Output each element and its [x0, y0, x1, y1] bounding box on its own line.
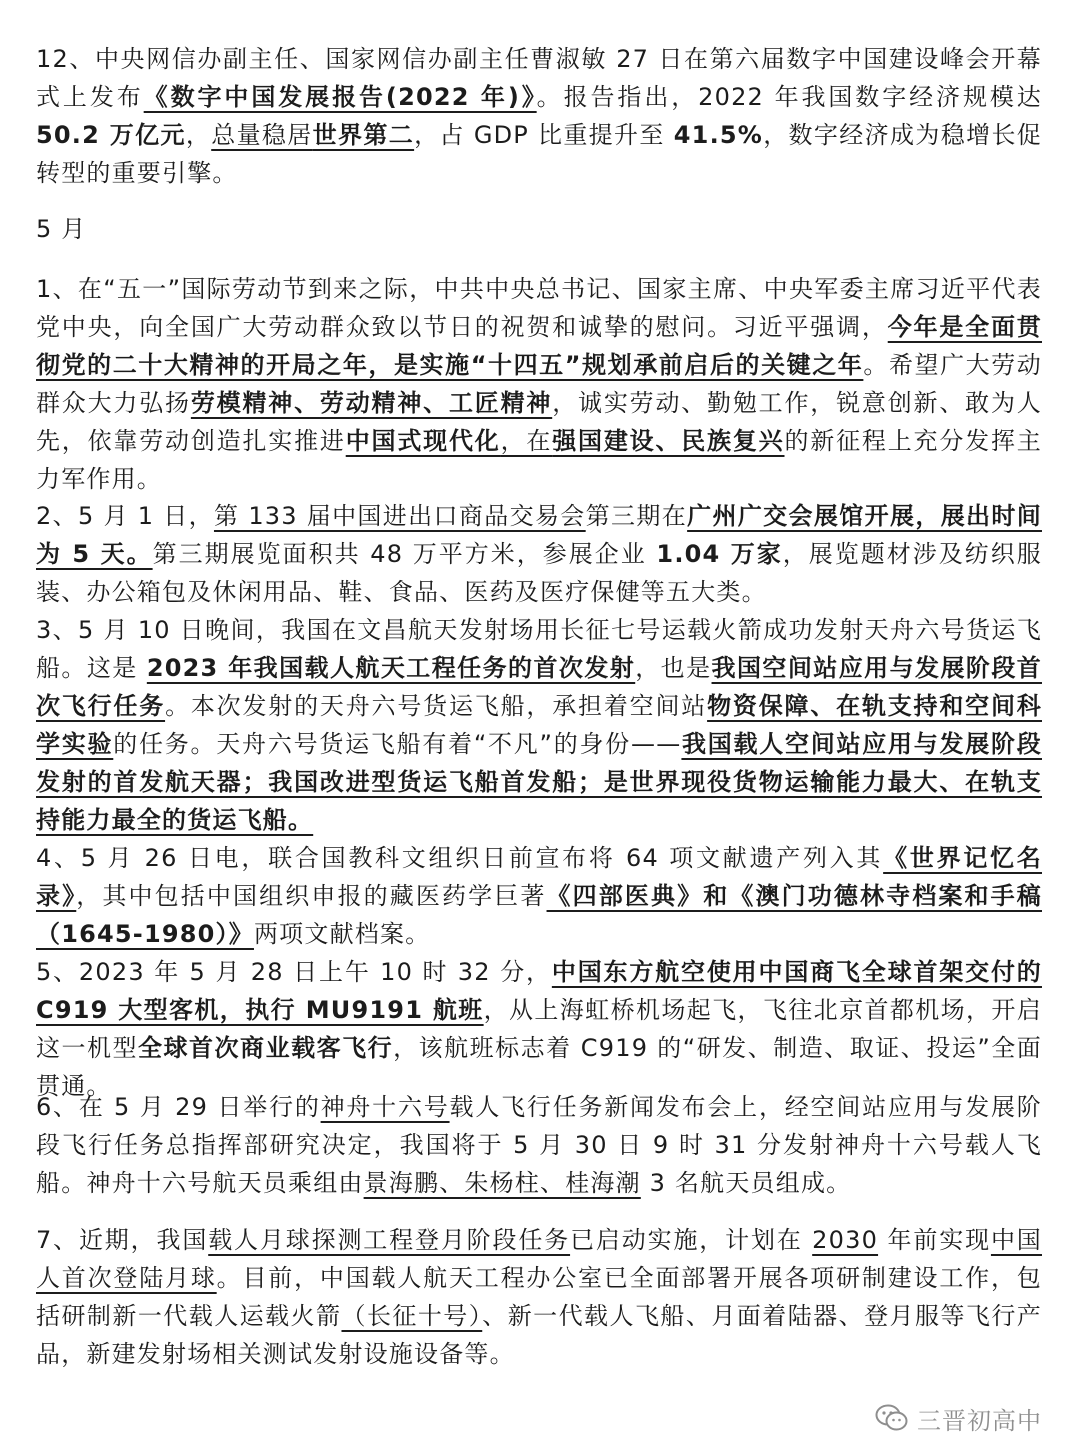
text-segment: 今年是全面贯彻党的二十大精神的开局之年，是实施“十四五”规划承前启后的关键之年	[36, 313, 1042, 379]
text-segment: 《世界记忆名录》	[36, 844, 1042, 910]
text-segment: ，也是	[635, 654, 712, 682]
text-segment: 7、近期，我国	[36, 1226, 209, 1254]
text-segment: ，从上海虹桥机场起飞，飞往北京首都机场，开启这一机型	[36, 996, 1042, 1062]
text-segment: 2023 年我国载人航天工程任务的首次发射	[146, 654, 636, 682]
text-segment: 3、5 月 10 日晚间，我国在文昌航天发射场用长征七号运载火箭成功发射天舟六号货运飞船。这是	[36, 616, 1042, 682]
news-item-p12	[36, 40, 1042, 192]
text-segment: 。希望广大劳动群众大力弘扬	[36, 351, 1042, 417]
text-segment: 我国载人空间站应用与发展阶段发射的首发航天器；我国改进型货运飞船首发船；是世界现役货物运输能力最大、在轨支持能力最全的货运飞船。	[36, 730, 1042, 834]
text-segment: 载人飞行任务新闻发布会上，经空间站应用与发展阶段飞行任务总指挥部研究决定，我国将于 5 月 30 日 9 时 31 分发射神舟十六号载人飞船。神舟十六号航天员乘组由	[36, 1093, 1043, 1197]
text-segment: 。目前，中国载人航天工程办公室已全面部署开展各项研制建设工作，包括研制新一代载人运载火箭	[36, 1264, 1042, 1330]
text-segment: ，展览题材涉及纺织服装、办公箱包及休闲用品、鞋、食品、医药及医疗保健等五大类。	[36, 540, 1042, 606]
text-segment: 5、2023 年 5 月 28 日上午 10 时 32 分，	[36, 958, 552, 986]
text-segment: 神舟十六号	[320, 1093, 450, 1121]
text-segment: 的新征程上充分发挥主力军作用。	[36, 427, 1042, 493]
text-segment: 6、在 5 月 29 日举行的	[36, 1093, 321, 1121]
news-item-p2	[36, 497, 1042, 611]
text-segment: （长征十号）	[341, 1302, 483, 1330]
text-segment: 2030	[812, 1226, 879, 1254]
text-segment: 《数字中国发展报告(2022 年)》	[143, 83, 537, 111]
text-segment: 我国空间站应用与发展阶段首次飞行任务	[36, 654, 1042, 720]
text-segment: 。报告指出，2022 年我国数字经济规模达	[536, 83, 1042, 111]
text-segment: 41.5%	[673, 121, 764, 149]
text-segment: 总量稳居	[211, 121, 313, 149]
text-segment: 广州广交会展馆开展，展出时间为 5 天。	[36, 502, 1042, 568]
text-segment: 50.2 万亿元	[36, 121, 186, 149]
text-segment: 景海鹏、朱杨柱、桂海潮	[363, 1169, 641, 1197]
text-segment: 。本次发射的天舟六号货运飞船，承担着空间站	[165, 692, 708, 720]
text-segment: 的任务。天舟六号货运飞船有着“不凡”的身份——	[113, 730, 682, 758]
text-segment: 中国式现代化	[345, 427, 501, 455]
text-segment: 第 133 届中国进出口商品交易会	[213, 502, 586, 530]
news-item-p3	[36, 611, 1042, 839]
section-heading-may	[36, 210, 1042, 248]
text-segment: ，数字经济成为稳增长促转型的重要引擎。	[36, 121, 1043, 187]
text-segment: 世界第二	[312, 121, 415, 149]
text-segment: 两项文献档案。	[253, 920, 431, 948]
news-item-p4	[36, 839, 1042, 953]
text-segment: ，占 GDP 比重提升至	[414, 121, 674, 149]
text-segment: 载人月球探测工程登月阶段任务	[208, 1226, 571, 1254]
text-segment: 3 名航天员组成。	[640, 1169, 852, 1197]
text-segment: 中国人首次登陆月球	[36, 1226, 1042, 1292]
news-item-p1	[36, 270, 1042, 498]
text-segment: 《四部医典》和《澳门功德林寺档案和手稿（1645-1980）》	[36, 882, 1042, 948]
text-segment: 12、中央网信办副主任、国家网信办副主任曹淑敏 27 日在第六届数字中国建设峰会开幕式上发布	[36, 45, 1042, 111]
text-segment: ，	[185, 121, 212, 149]
text-segment: 劳模精神、劳动精神、工匠精神	[190, 389, 553, 417]
text-segment: ，该航班标志着 C919 的“研发、制造、取证、投运”全面贯通。	[36, 1034, 1042, 1100]
text-segment: 物资保障、在轨支持和空间科学实验	[36, 692, 1042, 758]
wechat-icon	[875, 1403, 909, 1433]
text-segment: ，在	[500, 427, 553, 455]
text-segment: 中国东方航空使用中国商飞全球首架交付的 C919 大型客机，执行 MU9191 航班	[36, 958, 1042, 1024]
news-item-p7	[36, 1221, 1042, 1373]
text-segment: ，其中包括中国组织申报的藏医药学巨著	[76, 882, 547, 910]
text-segment: 已启动实施，计划在	[570, 1226, 813, 1254]
watermark	[875, 1400, 1042, 1436]
text-segment: 4、5 月 26 日电，联合国教科文组织日前宣布将 64 项文献遗产列入其	[36, 844, 884, 872]
text-segment: ，诚实劳动、勤勉工作，锐意创新、敢为人先，依靠劳动创造扎实推进	[36, 389, 1042, 455]
text-segment: 全球首次商业载客飞行	[138, 1034, 394, 1062]
text-segment: 5 月	[36, 215, 87, 243]
news-item-p6	[36, 1088, 1042, 1202]
text-segment: 第三期展览面积共 48 万平方米，参展企业	[152, 540, 657, 568]
text-segment: 年前实现	[878, 1226, 991, 1254]
watermark-text: 三晋初高中	[917, 1406, 1042, 1435]
text-segment: 1.04 万家	[656, 540, 783, 568]
news-item-p5	[36, 953, 1042, 1105]
text-segment: 1、在“五一”国际劳动节到来之际，中共中央总书记、国家主席、中央军委主席习近平代表党中央，向全国广大劳动群众致以节日的祝贺和诚挚的慰问。习近平强调，	[36, 275, 1042, 341]
text-segment: 2、5 月 1 日，	[36, 502, 214, 530]
text-segment: 第三期在	[585, 502, 688, 530]
text-segment: 强国建设、民族复兴	[552, 427, 785, 455]
text-segment: 、新一代载人飞船、月面着陆器、登月服等飞行产品，新建发射场相关测试发射设施设备等。	[36, 1302, 1043, 1368]
